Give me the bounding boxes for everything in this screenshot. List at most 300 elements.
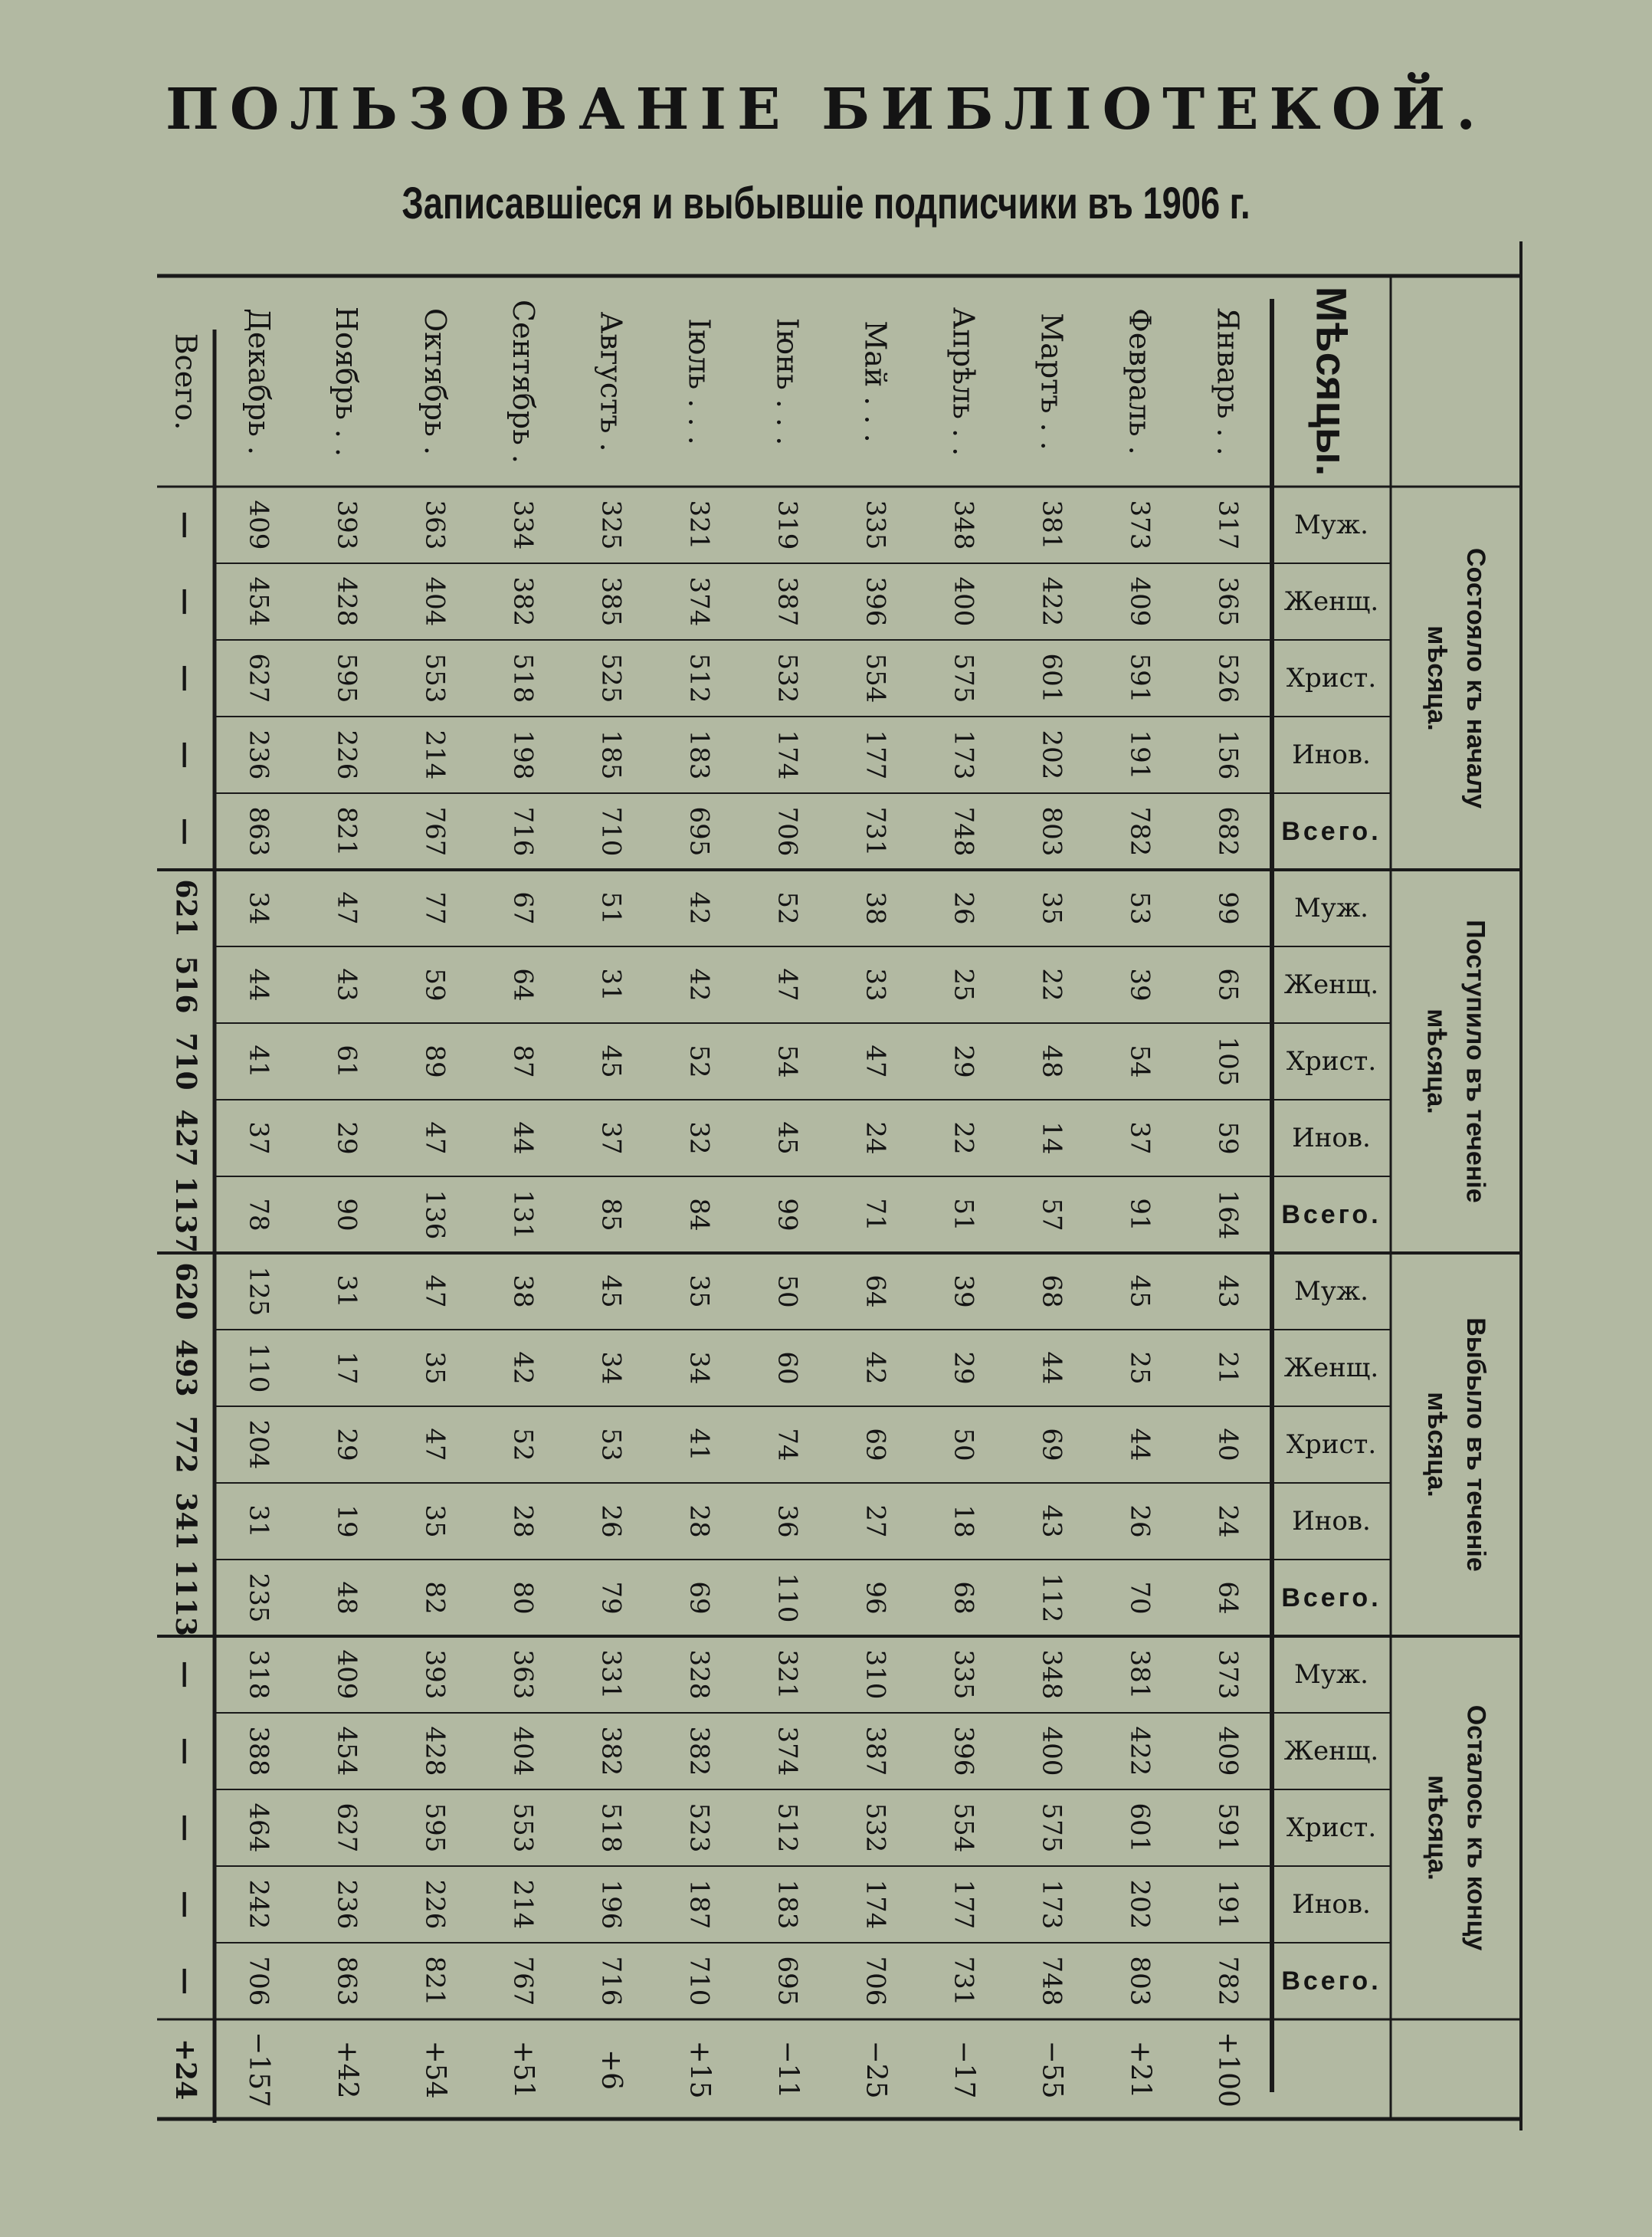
table-cell-text: 29 bbox=[331, 1428, 362, 1461]
total-cell bbox=[157, 946, 215, 1023]
month-label bbox=[1184, 276, 1272, 487]
table-cell bbox=[1008, 1789, 1096, 1866]
table-cell-text: 19 bbox=[331, 1504, 362, 1538]
table-cell-text: 191 bbox=[1212, 1879, 1244, 1930]
table-cell-text: 51 bbox=[595, 891, 627, 925]
table-cell bbox=[831, 1100, 919, 1176]
column-header bbox=[1272, 1406, 1391, 1483]
table-cell-text: 575 bbox=[948, 653, 979, 704]
table-cell bbox=[215, 1330, 303, 1406]
table-cell bbox=[215, 870, 303, 946]
total-cell-text: — bbox=[169, 818, 202, 845]
table-cell-text: 112 bbox=[1036, 1573, 1067, 1623]
table-cell bbox=[831, 1789, 919, 1866]
table-cell bbox=[567, 870, 655, 946]
table-cell bbox=[919, 1330, 1008, 1406]
total-cell-text: 620 bbox=[169, 1262, 202, 1320]
table-cell bbox=[391, 1100, 479, 1176]
table-cell-text: 525 bbox=[595, 653, 627, 704]
table-cell-text: 31 bbox=[243, 1504, 274, 1538]
table-cell-text: 52 bbox=[683, 1045, 715, 1078]
table-cell-text: 51 bbox=[948, 1198, 979, 1232]
table-cell bbox=[1184, 1560, 1272, 1636]
month-label-text: Февраль . bbox=[1123, 307, 1157, 455]
table-cell bbox=[655, 946, 743, 1023]
table-cell bbox=[479, 1636, 567, 1713]
table-cell-text: 74 bbox=[772, 1428, 803, 1461]
table-cell bbox=[743, 487, 831, 563]
table-cell-text: 47 bbox=[419, 1428, 451, 1461]
table-cell-text: 37 bbox=[595, 1121, 627, 1155]
table-cell-text: 404 bbox=[507, 1726, 539, 1776]
table-cell bbox=[1184, 1713, 1272, 1789]
table-cell bbox=[831, 717, 919, 793]
table-cell bbox=[567, 1636, 655, 1713]
table-cell-text: 22 bbox=[1036, 968, 1067, 1002]
table-cell-text: 319 bbox=[772, 500, 803, 550]
group-label bbox=[1391, 870, 1521, 1253]
table-cell bbox=[391, 717, 479, 793]
table-cell bbox=[567, 1100, 655, 1176]
column-header-text: Муж. bbox=[1294, 1276, 1368, 1307]
table-cell bbox=[303, 870, 391, 946]
diff-cell-text: +21 bbox=[1123, 2040, 1155, 2098]
diff-cell bbox=[1184, 2019, 1272, 2119]
table-cell bbox=[655, 793, 743, 870]
table-cell bbox=[919, 1866, 1008, 1943]
table-cell-text: 382 bbox=[683, 1726, 715, 1776]
table-cell bbox=[391, 946, 479, 1023]
table-cell bbox=[743, 1406, 831, 1483]
table-cell bbox=[479, 1100, 567, 1176]
table-cell-text: 61 bbox=[331, 1045, 362, 1078]
table-cell-text: 803 bbox=[1036, 806, 1067, 857]
table-cell bbox=[567, 1253, 655, 1330]
table-cell-text: 64 bbox=[507, 968, 539, 1002]
table-cell-text: 96 bbox=[860, 1581, 891, 1615]
table-cell-text: 214 bbox=[419, 730, 451, 780]
column-header-text: Инов. bbox=[1292, 740, 1371, 770]
table-cell-text: 34 bbox=[683, 1351, 715, 1385]
month-label bbox=[567, 276, 655, 487]
table-cell-text: 374 bbox=[683, 576, 715, 627]
month-label-text: Сентябрь . bbox=[506, 299, 540, 464]
table-cell bbox=[1184, 870, 1272, 946]
table-cell-text: 44 bbox=[1036, 1351, 1067, 1385]
table-cell bbox=[567, 1560, 655, 1636]
total-cell bbox=[157, 1330, 215, 1406]
table-cell bbox=[303, 1789, 391, 1866]
table-cell-text: 575 bbox=[1036, 1802, 1067, 1853]
table-cell-text: 50 bbox=[772, 1274, 803, 1308]
table-cell-text: 24 bbox=[1212, 1504, 1244, 1538]
table-cell bbox=[743, 946, 831, 1023]
table-cell bbox=[919, 793, 1008, 870]
table-cell-text: 821 bbox=[419, 1956, 451, 2006]
total-cell bbox=[157, 563, 215, 640]
table-cell bbox=[303, 1636, 391, 1713]
table-cell bbox=[831, 1560, 919, 1636]
table-cell bbox=[567, 1023, 655, 1100]
table-cell-text: 710 bbox=[595, 806, 627, 857]
table-cell-text: 365 bbox=[1212, 576, 1244, 627]
table-cell bbox=[1008, 1253, 1096, 1330]
table-cell-text: 36 bbox=[772, 1504, 803, 1538]
table-cell bbox=[655, 1100, 743, 1176]
table-cell bbox=[303, 487, 391, 563]
month-label-text: Ноябрь . . bbox=[329, 306, 364, 457]
table-cell-text: 226 bbox=[331, 730, 362, 780]
table-cell bbox=[919, 1100, 1008, 1176]
table-cell bbox=[303, 946, 391, 1023]
table-cell-text: 177 bbox=[860, 730, 891, 780]
table-cell-text: 748 bbox=[1036, 1956, 1067, 2006]
table-cell bbox=[919, 1406, 1008, 1483]
table-cell-text: 310 bbox=[860, 1649, 891, 1700]
table-cell bbox=[391, 1406, 479, 1483]
table-cell-text: 387 bbox=[772, 576, 803, 627]
table-cell bbox=[831, 1023, 919, 1100]
total-cell bbox=[157, 1636, 215, 1713]
month-label bbox=[919, 276, 1008, 487]
table-cell bbox=[1096, 717, 1184, 793]
table-cell-text: 716 bbox=[595, 1956, 627, 2006]
table-cell bbox=[479, 946, 567, 1023]
diff-cell bbox=[655, 2019, 743, 2119]
total-cell-text: — bbox=[169, 1891, 202, 1918]
table-cell-text: 191 bbox=[1124, 730, 1155, 780]
table-cell bbox=[391, 1560, 479, 1636]
table-cell-text: 782 bbox=[1212, 1956, 1244, 2006]
table-cell-text: 821 bbox=[331, 806, 362, 857]
table-cell bbox=[1096, 1100, 1184, 1176]
table-cell-text: 173 bbox=[1036, 1879, 1067, 1930]
table-cell bbox=[919, 1713, 1008, 1789]
table-cell bbox=[391, 1023, 479, 1100]
total-cell bbox=[157, 1406, 215, 1483]
table-cell-text: 34 bbox=[595, 1351, 627, 1385]
table-cell-text: 42 bbox=[683, 891, 715, 925]
table-cell-text: 335 bbox=[948, 1649, 979, 1700]
column-header bbox=[1272, 1100, 1391, 1176]
table-cell-text: 518 bbox=[507, 653, 539, 704]
table-cell bbox=[479, 1789, 567, 1866]
table-cell bbox=[391, 1866, 479, 1943]
table-cell-text: 64 bbox=[1212, 1581, 1244, 1615]
total-cell bbox=[157, 487, 215, 563]
table-cell bbox=[391, 1636, 479, 1713]
table-cell-text: 409 bbox=[243, 500, 274, 550]
table-cell-text: 554 bbox=[860, 653, 891, 704]
table-cell-text: 41 bbox=[243, 1045, 274, 1078]
table-cell-text: 682 bbox=[1212, 806, 1244, 857]
table-cell bbox=[919, 640, 1008, 717]
table-cell-text: 40 bbox=[1212, 1428, 1244, 1461]
table-cell-text: 731 bbox=[860, 806, 891, 857]
column-header bbox=[1272, 717, 1391, 793]
table-cell bbox=[655, 1943, 743, 2019]
table-cell bbox=[391, 1789, 479, 1866]
table-cell-text: 695 bbox=[772, 1956, 803, 2006]
table-cell-text: 45 bbox=[595, 1045, 627, 1078]
table-cell bbox=[831, 1943, 919, 2019]
table-cell-text: 710 bbox=[683, 1956, 715, 2006]
table-cell-text: 627 bbox=[243, 653, 274, 704]
table-cell bbox=[1184, 793, 1272, 870]
total-cell bbox=[157, 640, 215, 717]
table-cell bbox=[215, 1789, 303, 1866]
table-cell-text: 44 bbox=[1124, 1428, 1155, 1461]
table-cell-text: 595 bbox=[331, 653, 362, 704]
table-cell-text: 400 bbox=[948, 576, 979, 627]
table-cell-text: 69 bbox=[860, 1428, 891, 1461]
table-cell-text: 99 bbox=[1212, 891, 1244, 925]
table-cell bbox=[831, 1406, 919, 1483]
table-cell bbox=[655, 1406, 743, 1483]
table-cell bbox=[1096, 487, 1184, 563]
table-cell-text: 45 bbox=[1124, 1274, 1155, 1308]
table-cell bbox=[1008, 793, 1096, 870]
table-cell bbox=[1184, 1330, 1272, 1406]
table-cell-text: 177 bbox=[948, 1879, 979, 1930]
table-cell-text: 38 bbox=[860, 891, 891, 925]
table-cell-text: 236 bbox=[331, 1879, 362, 1930]
table-cell-text: 53 bbox=[595, 1428, 627, 1461]
table-cell bbox=[1096, 640, 1184, 717]
total-cell bbox=[157, 1253, 215, 1330]
table-cell-text: 695 bbox=[683, 806, 715, 857]
table-cell-text: 373 bbox=[1212, 1649, 1244, 1700]
total-cell-text: 516 bbox=[169, 956, 202, 1014]
total-cell bbox=[157, 1560, 215, 1636]
diff-cell-text: −25 bbox=[859, 2040, 891, 2098]
table-cell-text: 125 bbox=[243, 1266, 274, 1317]
total-cell bbox=[157, 870, 215, 946]
total-cell-text: 493 bbox=[169, 1339, 202, 1397]
table-cell-text: 38 bbox=[507, 1274, 539, 1308]
column-header bbox=[1272, 1253, 1391, 1330]
table-cell bbox=[1096, 1560, 1184, 1636]
table-cell-text: 393 bbox=[331, 500, 362, 550]
table-cell bbox=[655, 1713, 743, 1789]
table-cell-text: 236 bbox=[243, 730, 274, 780]
table-cell-text: 43 bbox=[331, 968, 362, 1002]
table-cell-text: 43 bbox=[1036, 1504, 1067, 1538]
table-cell bbox=[215, 1253, 303, 1330]
table-cell bbox=[919, 1176, 1008, 1253]
table-cell bbox=[215, 1483, 303, 1560]
table-cell bbox=[303, 1866, 391, 1943]
table-cell bbox=[831, 487, 919, 563]
table-cell bbox=[655, 717, 743, 793]
table-cell bbox=[1096, 1866, 1184, 1943]
table-cell-text: 518 bbox=[595, 1802, 627, 1853]
table-cell-text: 321 bbox=[772, 1649, 803, 1700]
table-cell bbox=[567, 1406, 655, 1483]
table-cell-text: 77 bbox=[419, 891, 451, 925]
table-cell-text: 428 bbox=[419, 1726, 451, 1776]
table-cell bbox=[391, 1176, 479, 1253]
table-cell-text: 42 bbox=[683, 968, 715, 1002]
table-cell-text: 42 bbox=[860, 1351, 891, 1385]
table-cell bbox=[479, 1023, 567, 1100]
total-cell bbox=[157, 1713, 215, 1789]
table-cell-text: 33 bbox=[860, 968, 891, 1002]
table-cell-text: 35 bbox=[683, 1274, 715, 1308]
column-header-text: Инов. bbox=[1292, 1506, 1371, 1537]
table-cell bbox=[1184, 487, 1272, 563]
table-cell-text: 70 bbox=[1124, 1581, 1155, 1615]
table-cell bbox=[919, 1789, 1008, 1866]
column-header bbox=[1272, 1636, 1391, 1713]
month-label bbox=[215, 276, 303, 487]
table-cell bbox=[1184, 1866, 1272, 1943]
table-cell bbox=[743, 640, 831, 717]
table-cell bbox=[215, 563, 303, 640]
table-cell bbox=[303, 1560, 391, 1636]
table-cell bbox=[567, 793, 655, 870]
table-cell bbox=[567, 640, 655, 717]
table-cell-text: 43 bbox=[1212, 1274, 1244, 1308]
month-label bbox=[831, 276, 919, 487]
table-cell-text: 381 bbox=[1036, 500, 1067, 550]
table-cell bbox=[655, 1560, 743, 1636]
table-cell bbox=[655, 563, 743, 640]
table-cell bbox=[1096, 1713, 1184, 1789]
diff-cell bbox=[1096, 2019, 1184, 2119]
table-cell-text: 716 bbox=[507, 806, 539, 857]
table-cell bbox=[567, 1789, 655, 1866]
table-cell-text: 26 bbox=[595, 1504, 627, 1538]
table-cell bbox=[215, 1406, 303, 1483]
table-cell-text: 202 bbox=[1124, 1879, 1155, 1930]
table-cell-text: 91 bbox=[1124, 1198, 1155, 1232]
total-cell-text: — bbox=[169, 664, 202, 692]
column-header-text: Христ. bbox=[1286, 1429, 1377, 1460]
table-cell-text: 591 bbox=[1212, 1802, 1244, 1853]
table-cell bbox=[1008, 946, 1096, 1023]
month-label-text: Іюль . . . bbox=[682, 317, 716, 445]
table-cell bbox=[479, 870, 567, 946]
table-cell-text: 41 bbox=[683, 1428, 715, 1461]
table-cell-text: 627 bbox=[331, 1802, 362, 1853]
table-cell bbox=[831, 870, 919, 946]
table-cell-text: 328 bbox=[683, 1649, 715, 1700]
diff-cell bbox=[479, 2019, 567, 2119]
diff-cell-text: +6 bbox=[595, 2048, 627, 2090]
column-header-text: Женщ. bbox=[1283, 1353, 1379, 1383]
table-cell-text: 110 bbox=[772, 1573, 803, 1623]
month-header bbox=[1272, 276, 1391, 487]
table-cell bbox=[215, 1943, 303, 2019]
table-cell bbox=[1008, 717, 1096, 793]
table-cell-text: 187 bbox=[683, 1879, 715, 1930]
table-cell bbox=[215, 717, 303, 793]
diff-cell bbox=[831, 2019, 919, 2119]
total-cell-text: 341 bbox=[169, 1492, 202, 1550]
table-cell-text: 59 bbox=[1212, 1121, 1244, 1155]
table-cell-text: 348 bbox=[1036, 1649, 1067, 1700]
table-cell-text: 44 bbox=[243, 968, 274, 1002]
table-cell-text: 48 bbox=[331, 1581, 362, 1615]
table-cell bbox=[655, 1636, 743, 1713]
total-cell-text: — bbox=[169, 1737, 202, 1765]
table-cell-text: 409 bbox=[1124, 576, 1155, 627]
table-cell bbox=[655, 1866, 743, 1943]
table-cell-text: 52 bbox=[772, 891, 803, 925]
column-header-text: Всего. bbox=[1281, 1199, 1382, 1229]
table-cell bbox=[1008, 1560, 1096, 1636]
table-cell-text: 31 bbox=[331, 1274, 362, 1308]
table-cell-text: 382 bbox=[595, 1726, 627, 1776]
page-title: ПОЛЬЗОВАНІЕ БИБЛІОТЕКОЙ. bbox=[165, 77, 1486, 143]
table-cell-text: 26 bbox=[948, 891, 979, 925]
total-cell-text: — bbox=[169, 1967, 202, 1995]
table-cell bbox=[919, 1253, 1008, 1330]
table-cell bbox=[1096, 793, 1184, 870]
column-header-text: Инов. bbox=[1292, 1123, 1371, 1153]
total-cell-text: — bbox=[169, 588, 202, 615]
table-cell-text: 731 bbox=[948, 1956, 979, 2006]
month-label bbox=[391, 276, 479, 487]
table-cell bbox=[567, 563, 655, 640]
table-cell-text: 45 bbox=[772, 1121, 803, 1155]
table-cell-text: 37 bbox=[243, 1121, 274, 1155]
month-label-text: Январь . . bbox=[1211, 307, 1245, 456]
table-cell bbox=[567, 1483, 655, 1560]
table-cell bbox=[655, 1789, 743, 1866]
table-cell bbox=[1096, 1943, 1184, 2019]
table-cell bbox=[479, 1483, 567, 1560]
table-cell-text: 26 bbox=[1124, 1504, 1155, 1538]
table-cell bbox=[215, 1866, 303, 1943]
table-cell bbox=[655, 1330, 743, 1406]
table-cell bbox=[215, 946, 303, 1023]
table-cell bbox=[215, 1100, 303, 1176]
table-cell-text: 512 bbox=[683, 653, 715, 704]
table-cell bbox=[391, 1483, 479, 1560]
diff-cell bbox=[919, 2019, 1008, 2119]
month-label-text: Октябрь . bbox=[418, 307, 452, 455]
table-cell-text: 595 bbox=[419, 1802, 451, 1853]
table-cell bbox=[655, 870, 743, 946]
table-cell bbox=[655, 1483, 743, 1560]
table-cell-text: 204 bbox=[243, 1419, 274, 1470]
table-cell bbox=[479, 1943, 567, 2019]
table-cell-text: 374 bbox=[772, 1726, 803, 1776]
column-header-text: Муж. bbox=[1294, 510, 1368, 540]
month-label-text: Май . . . bbox=[858, 320, 893, 443]
table-cell bbox=[1184, 1789, 1272, 1866]
table-cell-text: 35 bbox=[419, 1351, 451, 1385]
table-cell-text: 317 bbox=[1212, 500, 1244, 550]
table-cell bbox=[479, 1713, 567, 1789]
table-cell-text: 60 bbox=[772, 1351, 803, 1385]
table-cell bbox=[655, 640, 743, 717]
column-header-text: Всего. bbox=[1281, 1583, 1382, 1612]
table-cell-text: 27 bbox=[860, 1504, 891, 1538]
table-cell-text: 39 bbox=[1124, 968, 1155, 1002]
column-header bbox=[1272, 793, 1391, 870]
table-cell-text: 404 bbox=[419, 576, 451, 627]
table-cell-text: 89 bbox=[419, 1045, 451, 1078]
table-cell-text: 82 bbox=[419, 1581, 451, 1615]
table-cell bbox=[1184, 1023, 1272, 1100]
column-header-text: Христ. bbox=[1286, 663, 1377, 694]
table-cell bbox=[303, 640, 391, 717]
table-cell bbox=[919, 1560, 1008, 1636]
column-header bbox=[1272, 1330, 1391, 1406]
